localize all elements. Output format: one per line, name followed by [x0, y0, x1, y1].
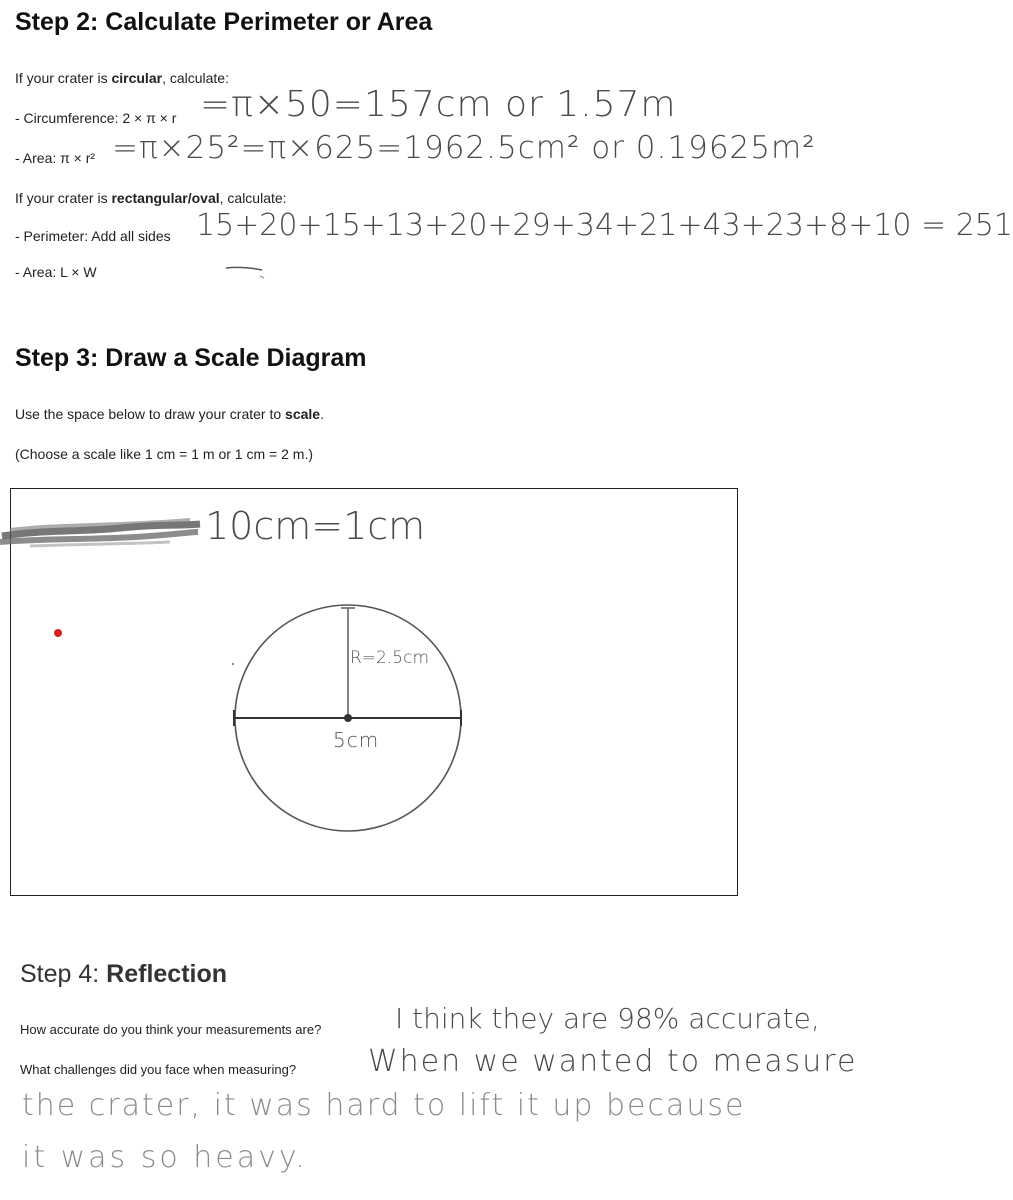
step4-title-prefix: Step 4: [20, 960, 107, 988]
diameter-label: 5cm [333, 728, 380, 752]
circular-bold: circular [111, 70, 163, 86]
circular-suffix: , calculate: [162, 70, 229, 86]
scale-hint: (Choose a scale like 1 cm = 1 m or 1 cm = 2 m.) [15, 446, 313, 462]
scale-bold: scale [285, 406, 321, 422]
circular-prefix: If your crater is [15, 70, 112, 86]
answer-challenges-line1: When we wanted to measure [368, 1044, 858, 1079]
scribbled-out-text [0, 506, 205, 551]
area-label: - Area: π × r² [15, 150, 96, 166]
scale-suffix: . [320, 406, 324, 422]
step2-title: Step 2: Calculate Perimeter or Area [15, 8, 433, 36]
crater-diagram [228, 600, 473, 830]
rect-instruction [15, 190, 287, 206]
step4-title [20, 960, 227, 989]
question-accuracy: How accurate do you think your measurements are? [20, 1022, 322, 1037]
rect-bold: rectangular/oval [111, 190, 220, 206]
perimeter-answer: 15+20+15+13+20+29+34+21+43+23+8+10 = 251 [196, 208, 1013, 243]
rect-prefix: If your crater is [15, 190, 112, 206]
answer-accuracy: I think they are 98% accurate, [395, 1002, 820, 1035]
question-challenges: What challenges did you face when measuring? [20, 1062, 297, 1077]
scale-prefix: Use the space below to draw your crater to [15, 406, 286, 422]
area-answer: =π×25²=π×625=1962.5cm² or 0.19625m² [112, 130, 816, 166]
answer-challenges-line2: the crater, it was hard to lift it up because [22, 1088, 746, 1123]
red-dot [54, 629, 62, 637]
center-point [344, 714, 352, 722]
circular-instruction [15, 70, 229, 86]
perimeter-label: - Perimeter: Add all sides [15, 228, 171, 244]
rect-suffix: , calculate: [219, 190, 287, 206]
radius-label: R=2.5cm [350, 648, 429, 668]
lw-label: - Area: L × W [15, 264, 97, 280]
scale-note: 10cm=1cm [205, 504, 426, 548]
circumference-answer: =π×50=157cm or 1.57m [200, 84, 677, 125]
circumference-label: - Circumference: 2 × π × r [15, 110, 177, 126]
answer-challenges-line3: it was so heavy. [22, 1140, 308, 1175]
scribble-mark [222, 262, 282, 282]
step3-title: Step 3: Draw a Scale Diagram [15, 344, 367, 372]
scale-instruction [15, 406, 324, 422]
step4-title-bold: Reflection [106, 960, 228, 988]
